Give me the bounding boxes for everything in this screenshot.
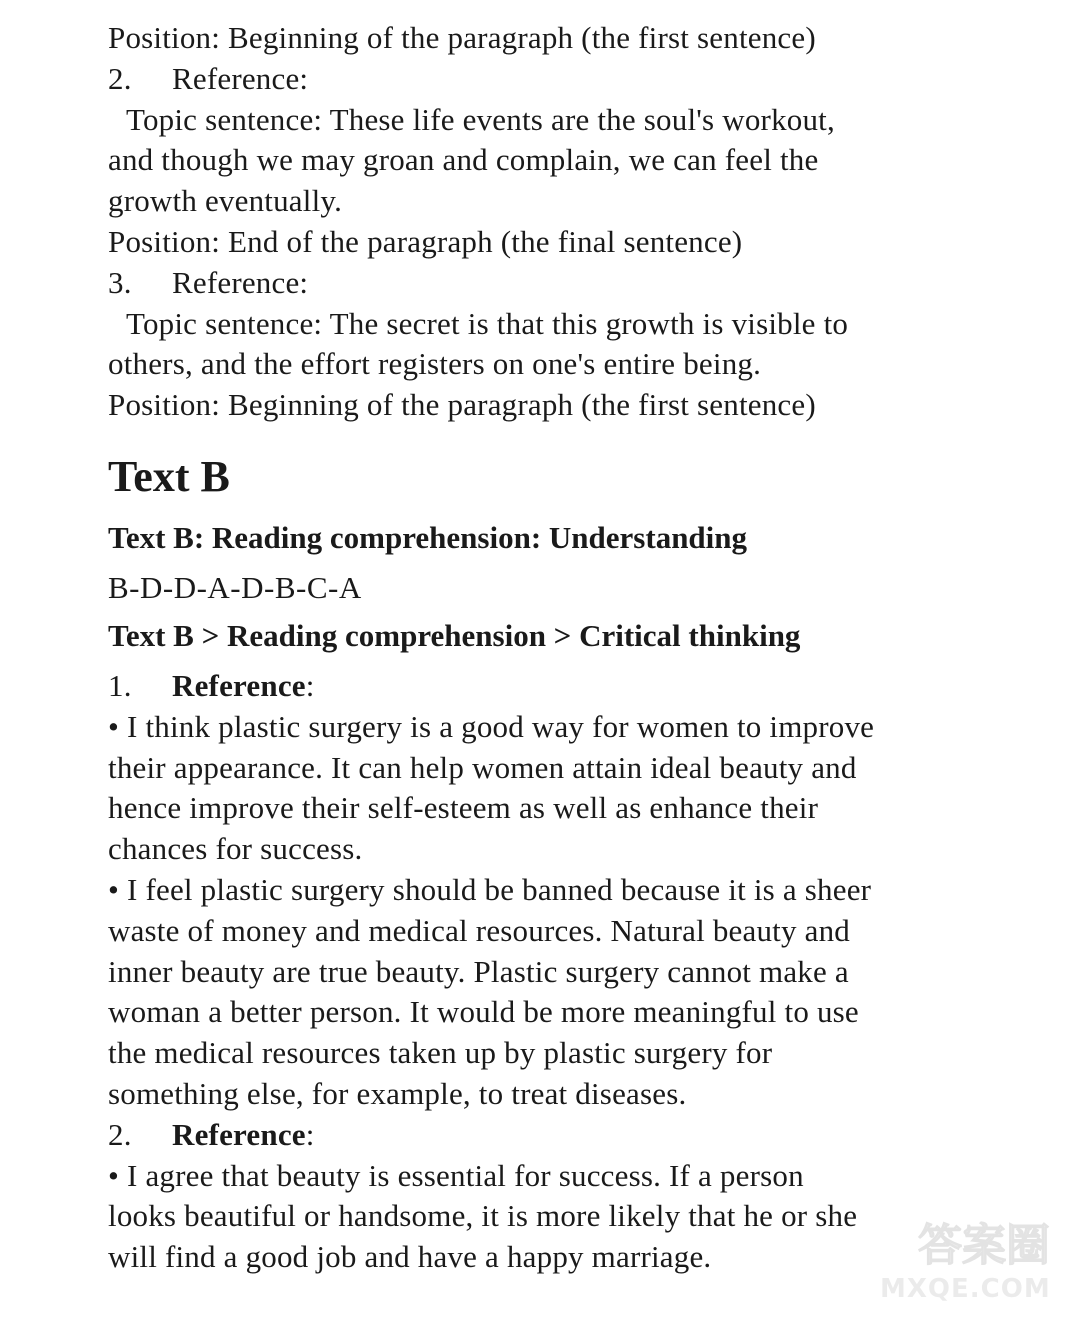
document-page xyxy=(108,18,1008,1278)
understanding-title: Text B: Reading comprehension: Understanding xyxy=(108,519,748,555)
understanding-answers: B-D-D-A-D-B-C-A xyxy=(108,569,362,605)
p2-topic-line-1: Topic sentence: These life events are the soul's workout, xyxy=(126,101,835,137)
p1-position: Position: Beginning of the paragraph (the first sentence) xyxy=(108,20,816,55)
ref1-bullet1-line-4: chances for success. xyxy=(108,831,363,867)
ref1-colon: : xyxy=(305,667,315,703)
p3-position: Position: Beginning of the paragraph (the first sentence) xyxy=(108,387,816,423)
ref1-bullet2-line-4: woman a better person. It would be more meaningful to use xyxy=(108,994,859,1030)
ref1-bullet1-line-3: hence improve their self-esteem as well as enhance their xyxy=(108,790,819,826)
p2-position: Position: End of the paragraph (the final sentence) xyxy=(108,223,743,259)
ref1-bullet2-line-6: something else, for example, to treat diseases. xyxy=(108,1075,687,1111)
critical-thinking-title: Text B > Reading comprehension > Critical thinking xyxy=(108,617,801,653)
watermark-bottom-text: MXQE.COM xyxy=(880,1274,1051,1304)
ref2-bullet1-line-1: • I agree that beauty is essential for success. If a person xyxy=(108,1157,804,1193)
p3-number: 3. xyxy=(108,264,132,300)
ref1-bullet2-line-1: • I feel plastic surgery should be banned because it is a sheer xyxy=(108,871,872,907)
ref1-label: Reference xyxy=(172,667,306,703)
ref2-bullet1-line-3: will find a good job and have a happy marriage. xyxy=(108,1239,712,1275)
ref2-number: 2. xyxy=(108,1116,132,1152)
ref1-bullet2-line-2: waste of money and medical resources. Natural beauty and xyxy=(108,912,851,948)
ref2-colon: : xyxy=(305,1116,315,1152)
p2-reference-heading xyxy=(108,59,1008,100)
ref1-bullet1-line-2: their appearance. It can help women attain ideal beauty and xyxy=(108,749,857,785)
p2-number: 2. xyxy=(108,60,132,96)
ref2-label: Reference xyxy=(172,1116,306,1152)
p3-reference-heading xyxy=(108,263,1008,304)
ref1-number: 1. xyxy=(108,667,132,703)
ref1-heading xyxy=(108,666,1008,707)
p3-topic-line-1: Topic sentence: The secret is that this growth is visible to xyxy=(126,305,849,341)
p2-reference-label: Reference: xyxy=(172,60,309,96)
ref1-bullet2-line-3: inner beauty are true beauty. Plastic surgery cannot make a xyxy=(108,953,849,989)
ref2-bullet1-line-2: looks beautiful or handsome, it is more likely that he or she xyxy=(108,1198,858,1234)
ref1-bullet1-line-1: • I think plastic surgery is a good way for women to improve xyxy=(108,708,875,744)
p3-topic-line-2: others, and the effort registers on one's entire being. xyxy=(108,346,762,382)
text-b-heading: Text B xyxy=(108,451,230,501)
ref2-heading xyxy=(108,1115,1008,1156)
ref1-bullet2-line-5: the medical resources taken up by plastic surgery for xyxy=(108,1035,773,1071)
p2-topic-line-3: growth eventually. xyxy=(108,183,343,219)
p2-topic-line-2: and though we may groan and complain, we can feel the xyxy=(108,142,819,178)
watermark-top-text: 答案圈 xyxy=(918,1220,1050,1271)
p3-reference-label: Reference: xyxy=(172,264,309,300)
watermark-logo xyxy=(880,1218,1050,1328)
